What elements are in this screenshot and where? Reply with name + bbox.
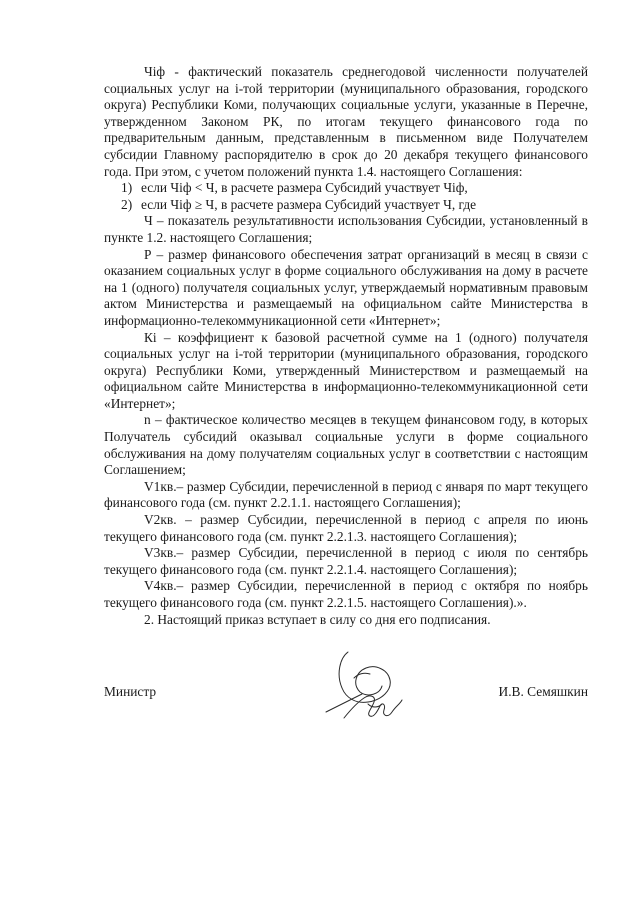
- signatory-name: И.В. Семяшкин: [498, 684, 588, 699]
- signatory-position: Министр: [104, 684, 157, 699]
- paragraph-chif-definition: Чiф - фактический показатель среднегодовой численности получателей социальных услуг на i-той территории (муниципального образования, городского округа) Республики Коми, получающих социальные услуги, указанные в Перечне, утвержденном Законом РК, по итогам текущего финансового года по предварительным данным, представленным в письменном виде Получателем субсидии Главному распорядителю в срок до 20 декабря текущего финансового года. При этом, с учетом положений пункта 1.4. настоящего Соглашения:: [104, 64, 588, 179]
- condition-item-2: [104, 197, 588, 214]
- condition-number: 2): [121, 196, 133, 212]
- paragraph-effective-date: 2. Настоящий приказ вступает в силу со дня его подписания.: [144, 611, 491, 627]
- condition-text: если Чiф < Ч, в расчете размера Субсидий участвует Чiф,: [141, 180, 468, 196]
- document-body: [104, 64, 588, 628]
- paragraph-v1-definition: V1кв.– размер Субсидии, перечисленной в период с января по март текущего финансового года (см. пункт 2.2.1.1. настоящего Соглашения);: [104, 478, 588, 511]
- paragraph-v3-definition: V3кв.– размер Субсидии, перечисленной в период с июля по сентябрь текущего финансового года (см. пункт 2.2.1.4. настоящего Соглашения);: [104, 545, 588, 577]
- paragraph-v2-definition: V2кв. – размер Субсидии, перечисленной в период с апреля по июнь текущего финансового года (см. пункт 2.2.1.3. настоящего Соглашения);: [104, 512, 588, 544]
- condition-number: 1): [121, 180, 133, 196]
- paragraph-r-definition: Р – размер финансового обеспечения затрат организаций в месяц в связи с оказанием социальных услуг в форме социального обслуживания на дому в расчете на 1 (одного) получателя социальных услуг, утверждаемый нормативным правовым актом Министерства и размещаемый на официальном сайте Министерства в информационно-телекоммуникационной сети «Интернет»;: [104, 246, 588, 328]
- condition-text: если Чiф ≥ Ч, в расчете размера Субсидий участвует Ч, где: [141, 196, 477, 212]
- paragraph-n-definition: n – фактическое количество месяцев в текущем финансовом году, в которых Получатель субсидий оказывал социальные услуги в форме социального обслуживания на дому получателям социальных услуг в соответствии с настоящим Соглашением;: [104, 412, 588, 478]
- handwritten-signature: [318, 648, 418, 723]
- condition-item-1: [104, 180, 588, 197]
- paragraph-ki-definition: Кi – коэффициент к базовой расчетной сумме на 1 (одного) получателя социальных услуг на i-той территории (муниципального образования, городского округа) Республики Коми, утвержденный Министерством и размещаемый на официальном сайте Министерства в информационно-телекоммуникационной сети «Интернет»;: [104, 329, 588, 411]
- paragraph-v4-definition: V4кв.– размер Субсидии, перечисленной в период с октября по ноябрь текущего финансового года (см. пункт 2.2.1.5. настоящего Соглашения).».: [104, 578, 588, 610]
- paragraph-ch-definition: Ч – показатель результативности использования Субсидии, установленный в пункте 1.2. настоящего Соглашения;: [104, 213, 588, 245]
